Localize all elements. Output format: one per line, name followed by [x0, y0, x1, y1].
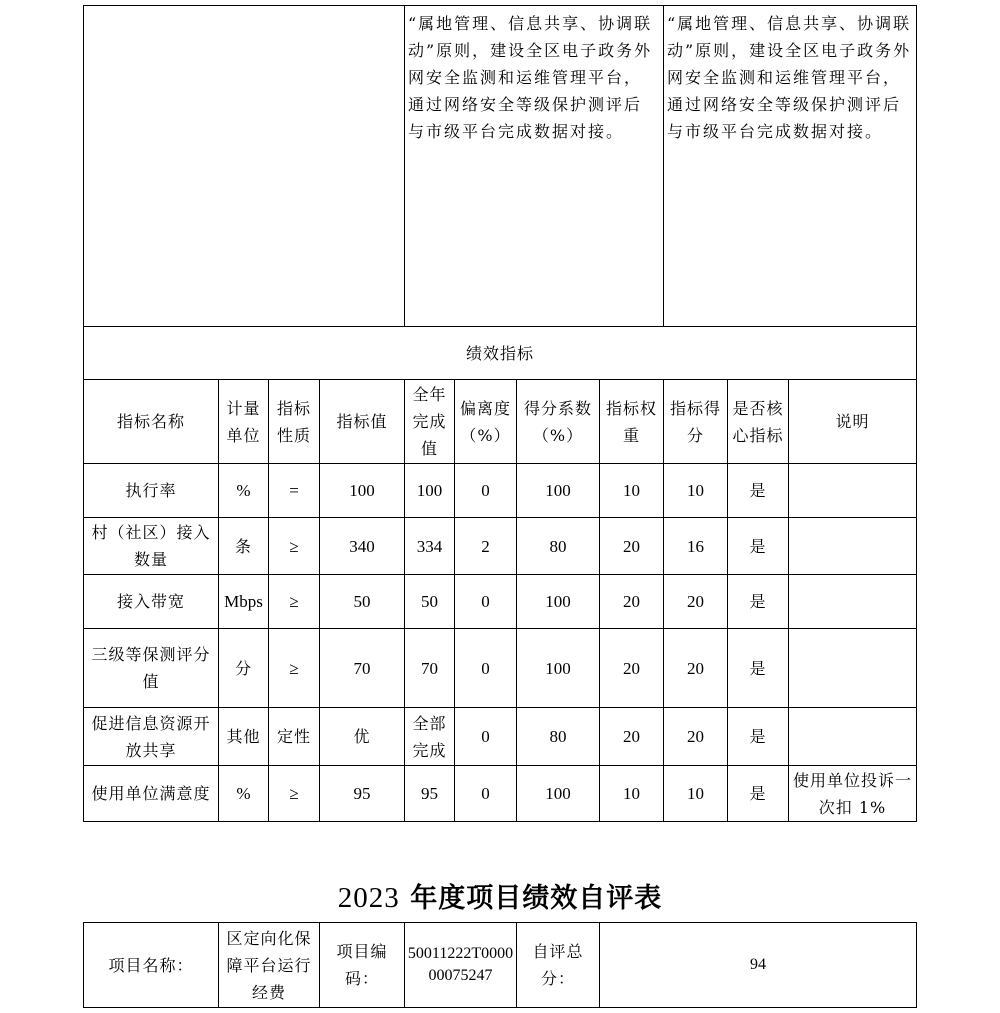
score: 16 — [664, 518, 728, 575]
unit: % — [219, 464, 269, 518]
deviation: 2 — [455, 518, 517, 575]
weight: 10 — [600, 464, 664, 518]
target-value: 70 — [320, 629, 405, 708]
target-value: 340 — [320, 518, 405, 575]
empty-cell — [84, 6, 405, 327]
unit: % — [219, 766, 269, 822]
score-coefficient: 80 — [517, 708, 600, 766]
performance-table — [83, 5, 917, 822]
indicator-name: 使用单位满意度 — [84, 766, 219, 822]
table-row — [84, 464, 917, 518]
unit: Mbps — [219, 575, 269, 629]
table-row — [84, 766, 917, 822]
table-row — [84, 518, 917, 575]
actual-value: 100 — [405, 464, 455, 518]
project-name-label: 项目名称： — [84, 923, 219, 1008]
indicator-name: 三级等保测评分值 — [84, 629, 219, 708]
header-cell: 指标名称 — [84, 380, 219, 464]
header-cell: 指标值 — [320, 380, 405, 464]
score: 10 — [664, 766, 728, 822]
is-core: 是 — [728, 518, 789, 575]
header-cell: 指标权重 — [600, 380, 664, 464]
table-row — [84, 708, 917, 766]
header-cell: 得分系数（%） — [517, 380, 600, 464]
score: 20 — [664, 708, 728, 766]
target-value: 50 — [320, 575, 405, 629]
target-value: 优 — [320, 708, 405, 766]
unit: 其他 — [219, 708, 269, 766]
nature: ≥ — [269, 766, 320, 822]
description-cell-b: “属地管理、信息共享、协调联动”原则，建设全区电子政务外网安全监测和运维管理平台，通过网络安全等级保护测评后与市级平台完成数据对接。 — [664, 6, 917, 327]
header-cell: 是否核心指标 — [728, 380, 789, 464]
nature: = — [269, 464, 320, 518]
project-code-value: 50011222T000000075247 — [405, 923, 517, 1008]
performance-heading-row — [84, 327, 917, 380]
header-cell: 全年完成值 — [405, 380, 455, 464]
header-cell: 计量单位 — [219, 380, 269, 464]
is-core: 是 — [728, 629, 789, 708]
header-cell: 指标得分 — [664, 380, 728, 464]
weight: 10 — [600, 766, 664, 822]
score-coefficient: 100 — [517, 766, 600, 822]
table-row — [84, 575, 917, 629]
description-cell-a: “属地管理、信息共享、协调联动”原则，建设全区电子政务外网安全监测和运维管理平台，通过网络安全等级保护测评后与市级平台完成数据对接。 — [405, 6, 664, 327]
score-coefficient: 100 — [517, 464, 600, 518]
header-cell: 指标性质 — [269, 380, 320, 464]
actual-value: 50 — [405, 575, 455, 629]
target-value: 100 — [320, 464, 405, 518]
indicator-name: 促进信息资源开放共享 — [84, 708, 219, 766]
score-coefficient: 100 — [517, 575, 600, 629]
actual-value: 全部完成 — [405, 708, 455, 766]
actual-value: 70 — [405, 629, 455, 708]
score: 20 — [664, 575, 728, 629]
note — [789, 629, 917, 708]
note — [789, 708, 917, 766]
header-cell: 偏离度（%） — [455, 380, 517, 464]
deviation: 0 — [455, 708, 517, 766]
deviation: 0 — [455, 766, 517, 822]
weight: 20 — [600, 629, 664, 708]
unit: 分 — [219, 629, 269, 708]
description-row — [84, 6, 917, 327]
nature: ≥ — [269, 575, 320, 629]
indicator-name: 执行率 — [84, 464, 219, 518]
is-core: 是 — [728, 766, 789, 822]
nature: ≥ — [269, 518, 320, 575]
weight: 20 — [600, 575, 664, 629]
self-score-label: 自评总分： — [517, 923, 600, 1008]
target-value: 95 — [320, 766, 405, 822]
title-year: 2023 — [337, 882, 400, 914]
score: 20 — [664, 629, 728, 708]
table-row — [84, 629, 917, 708]
self-score-value: 94 — [600, 923, 917, 1008]
header-row — [84, 380, 917, 464]
deviation: 0 — [455, 575, 517, 629]
is-core: 是 — [728, 464, 789, 518]
deviation: 0 — [455, 629, 517, 708]
nature: 定性 — [269, 708, 320, 766]
actual-value: 334 — [405, 518, 455, 575]
unit: 条 — [219, 518, 269, 575]
project-code-label: 项目编码： — [320, 923, 405, 1008]
actual-value: 95 — [405, 766, 455, 822]
is-core: 是 — [728, 708, 789, 766]
score-coefficient: 100 — [517, 629, 600, 708]
project-name-value: 区定向化保障平台运行经费 — [219, 923, 320, 1008]
indicator-name: 接入带宽 — [84, 575, 219, 629]
weight: 20 — [600, 708, 664, 766]
note — [789, 464, 917, 518]
header-cell: 说明 — [789, 380, 917, 464]
project-info-row — [84, 923, 917, 1008]
project-info-table — [83, 922, 917, 1008]
weight: 20 — [600, 518, 664, 575]
score-coefficient: 80 — [517, 518, 600, 575]
indicator-name: 村（社区）接入数量 — [84, 518, 219, 575]
note — [789, 575, 917, 629]
deviation: 0 — [455, 464, 517, 518]
page-title — [0, 876, 1000, 915]
score: 10 — [664, 464, 728, 518]
title-text: 年度项目绩效自评表 — [410, 883, 663, 914]
nature: ≥ — [269, 629, 320, 708]
is-core: 是 — [728, 575, 789, 629]
note — [789, 518, 917, 575]
note: 使用单位投诉一次扣 1% — [789, 766, 917, 822]
performance-heading: 绩效指标 — [84, 327, 917, 380]
